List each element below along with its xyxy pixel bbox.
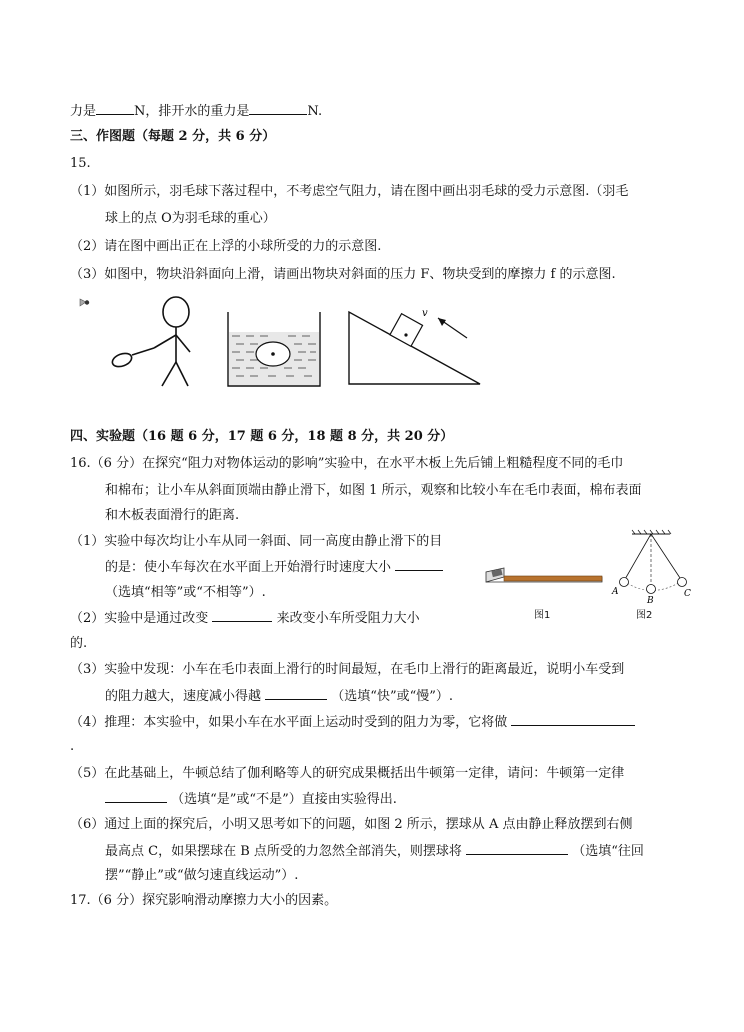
answer-blank-motion[interactable] [511,713,635,726]
beaker-diagram [228,312,320,386]
q16-part2-a-text: （2）实验中是通过改变 [70,611,209,626]
incline-diagram [349,308,480,384]
q16-intro-3: 和木板表面滑行的距离. [105,508,240,523]
stick-figure-icon [111,297,190,386]
point-a-label: A [612,587,619,597]
section3-title: 三、作图题（每题 2 分，共 6 分） [70,129,276,144]
q16-part3-a: （3）实验中发现：小车在毛巾表面上滑行的时间最短，在毛巾上滑行的距离最近，说明小车受到 [70,662,625,677]
answer-blank-yes-no[interactable] [105,790,167,803]
point-c-label: C [684,589,691,599]
q16-intro-2: 和棉布；让小车从斜面顶端由静止滑下，如图 1 所示，观察和比较小车在毛巾表面，棉布表面 [105,483,642,498]
answer-blank-displaced-weight[interactable] [249,102,307,115]
sliding-block [390,314,423,347]
figure1-ramp [486,568,602,582]
q16-part6-a: （6）通过上面的探究后，小明又思考如下的问题，如图 2 所示，摆球从 A 点由静止释放摆到右侧 [70,817,633,832]
velocity-label: v [422,308,428,319]
q15-number: 15. [70,156,91,171]
answer-blank-pendulum[interactable] [466,842,568,855]
figure2-caption: 图2 [636,610,653,621]
q16-part1-a: （1）实验中每次均让小车从同一斜面、同一高度由静止滑下的目 [70,534,443,549]
q14-text-3: N. [307,104,323,119]
answer-blank-surface[interactable] [212,609,272,622]
q16-part1-b-text: 的是：使小车每次在水平面上开始滑行时速度大小 [105,560,392,575]
q16-part2-b-text: 来改变小车所受阻力大小 [276,611,420,626]
q14-text-1: 力是 [70,104,97,119]
section4-title: 四、实验题（16 题 6 分，17 题 6 分，18 题 8 分，共 20 分） [70,429,454,444]
q14-text-2: N，排开水的重力是 [134,104,250,119]
q16-part5-a: （5）在此基础上，牛顿总结了伽利略等人的研究成果概括出牛顿第一定律，请问：牛顿第一定律 [70,766,625,781]
q16-part3-b [105,687,453,706]
q16-part6-b-text: 最高点 C，如果摆球在 B 点所受的力忽然全部消失，则摆球将 [105,844,462,859]
q16-figures [484,528,696,620]
q16-part4 [70,713,635,732]
figure2-pendulum [611,530,691,606]
q16-part6-b [105,842,644,861]
q16-part1-c: （选填“相等”或“不相等”）. [105,585,266,600]
q16-part1-b [105,558,443,577]
q15-part1-a: （1）如图所示，羽毛球下落过程中，不考虑空气阻力，请在图中画出羽毛球的受力示意图.（羽毛 [70,184,629,199]
q14-tail [70,102,322,121]
q16-part5-b [105,790,397,809]
pendulum-ball-a [620,578,629,587]
answer-blank-speed[interactable] [395,558,443,571]
q15-figures [72,290,492,395]
q16-part3-b-text: 的阻力越大，速度减小得越 [105,689,262,704]
q16-part2-a [70,609,420,628]
q15-part2: （2）请在图中画出正在上浮的小球所受的力的示意图. [70,239,382,254]
q16-part3-c-text: （选填“快”或“慢”）. [331,689,454,704]
answer-blank-buoyancy[interactable] [96,102,134,115]
q16-part4-end: . [70,739,75,754]
q15-part3: （3）如图中，物块沿斜面向上滑，请画出物块对斜面的压力 F、物块受到的摩擦力 f 的示意图. [70,267,616,282]
q16-part5-b-text: （选填“是”或“不是”）直接由实验得出. [171,792,397,807]
point-b-label: B [647,596,654,606]
q16-part4-text: （4）推理：本实验中，如果小车在水平面上运动时受到的阻力为零，它将做 [70,715,508,730]
pendulum-ball-b [647,585,656,594]
q16-part6-d: 摆”“静止”或“做匀速直线运动”）. [105,868,299,883]
q17-title: 17.（6 分）探究影响滑动摩擦力大小的因素。 [70,893,338,908]
q16-part2-c: 的. [70,636,88,651]
figure1-caption: 图1 [534,610,551,621]
q16-intro-1: 16.（6 分）在探究“阻力对物体运动的影响”实验中，在水平木板上先后铺上粗糙程度不同的毛巾 [70,456,624,471]
answer-blank-fast-slow[interactable] [265,687,327,700]
shuttlecock-icon [80,299,89,306]
q15-part1-b: 球上的点 O为羽毛球的重心） [105,211,276,226]
q16-part6-c-text: （选填“往回 [572,844,644,859]
pendulum-ball-c [678,578,687,587]
